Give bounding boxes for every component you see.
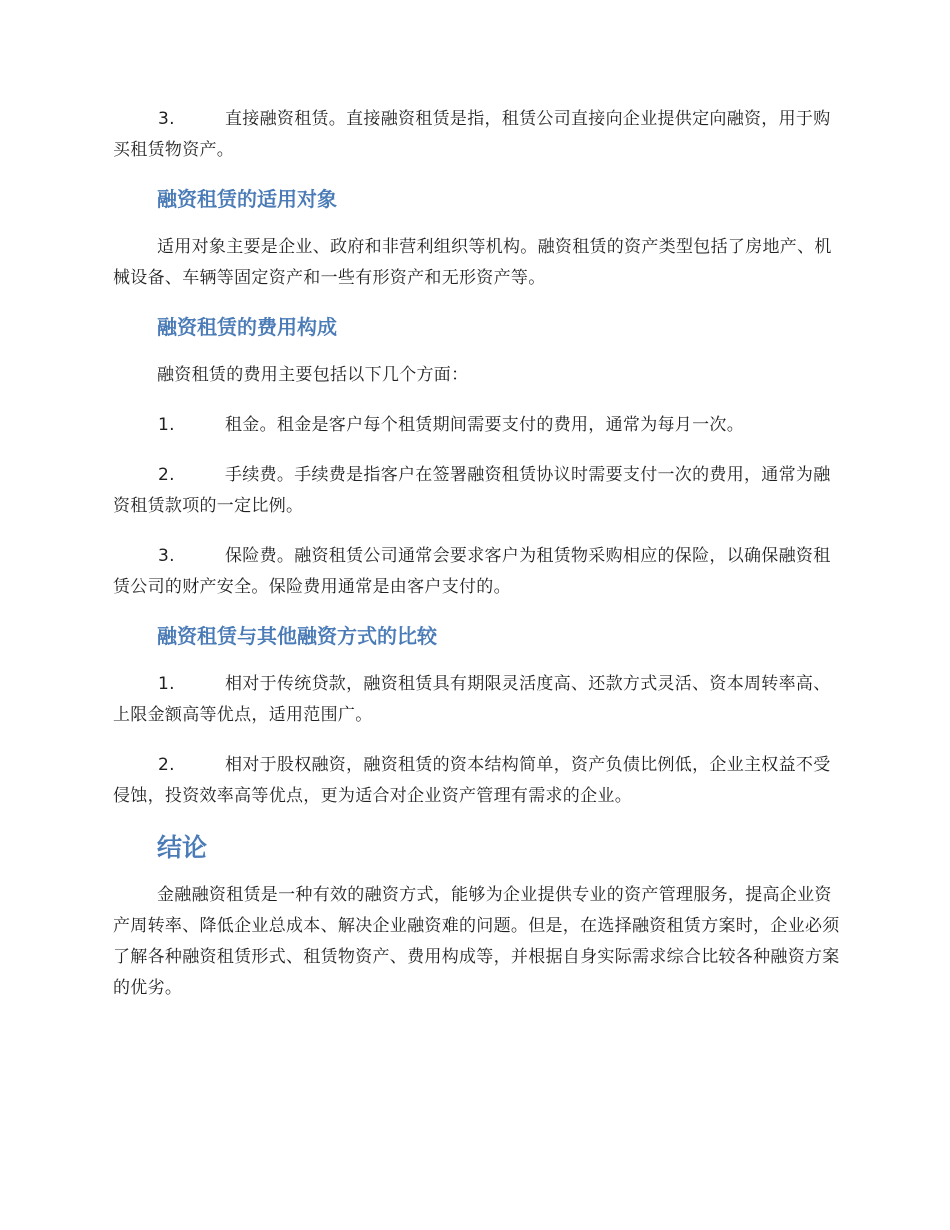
heading-applicable-objects: 融资租赁的适用对象	[157, 187, 337, 211]
heading-conclusion: 结论	[157, 833, 208, 862]
list-number: 2.	[158, 465, 175, 485]
list-item-rent	[113, 410, 840, 441]
heading-cost-structure: 融资租赁的费用构成	[157, 315, 337, 339]
list-text: 手续费。手续费是指客户在签署融资租赁协议时需要支付一次的费用，通常为融资租赁款项的一定比例。	[113, 465, 831, 516]
paragraph-applicable-objects: 适用对象主要是企业、政府和非营利组织等机构。融资租赁的资产类型包括了房地产、机械设备、车辆等固定资产和一些有形资产和无形资产等。	[113, 237, 832, 288]
list-item-vs-loans	[113, 669, 840, 731]
list-number: 2.	[158, 755, 175, 775]
list-text: 保险费。融资租赁公司通常会要求客户为租赁物采购相应的保险，以确保融资租赁公司的财产安全。保险费用通常是由客户支付的。	[113, 546, 831, 597]
list-text: 租金。租金是客户每个租赁期间需要支付的费用，通常为每月一次。	[225, 415, 744, 435]
list-text: 相对于传统贷款，融资租赁具有期限灵活度高、还款方式灵活、资本周转率高、上限金额高等优点，适用范围广。	[113, 674, 831, 725]
list-number: 1.	[158, 674, 175, 694]
list-item-fee	[113, 460, 840, 522]
paragraph-cost-intro: 融资租赁的费用主要包括以下几个方面：	[157, 365, 469, 385]
heading-comparison: 融资租赁与其他融资方式的比较	[157, 624, 437, 648]
list-text: 相对于股权融资，融资租赁的资本结构简单，资产负债比例低，企业主权益不受侵蚀，投资效率高等优点，更为适合对企业资产管理有需求的企业。	[113, 755, 831, 806]
list-item-vs-equity	[113, 750, 840, 812]
list-item-insurance	[113, 541, 840, 603]
document-page	[113, 104, 840, 1023]
paragraph-conclusion: 金融融资租赁是一种有效的融资方式，能够为企业提供专业的资产管理服务，提高企业资产周转率、降低企业总成本、解决企业融资难的问题。但是，在选择融资租赁方案时，企业必须了解各种融资租赁形式、租赁物资产、费用构成等，并根据自身实际需求综合比较各种融资方案的优劣。	[113, 885, 840, 998]
list-number: 3.	[158, 546, 175, 566]
list-number: 1.	[158, 415, 175, 435]
list-number: 3.	[158, 109, 175, 129]
list-text: 直接融资租赁。直接融资租赁是指，租赁公司直接向企业提供定向融资，用于购买租赁物资产。	[113, 109, 831, 160]
list-item-direct-leasing	[113, 104, 840, 166]
